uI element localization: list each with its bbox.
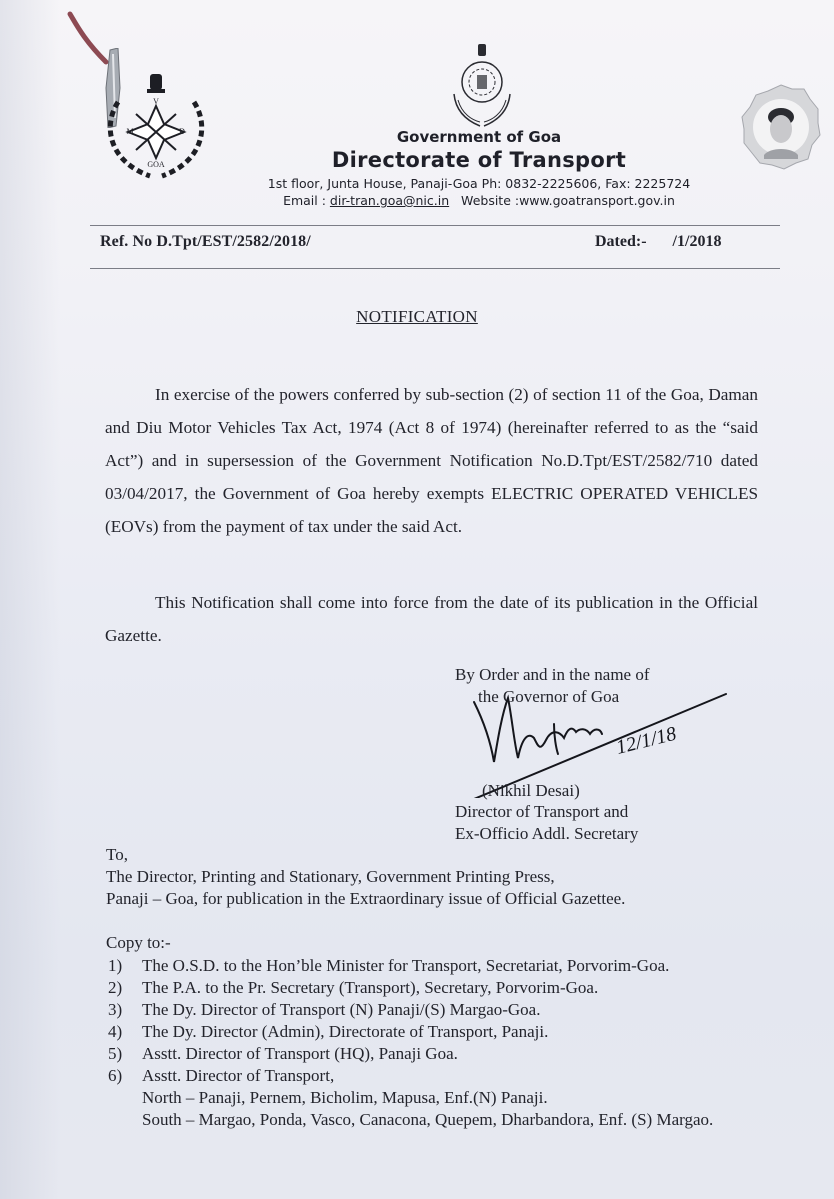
signatory-title-1: Director of Transport and (455, 802, 629, 821)
list-item (108, 999, 768, 1021)
copy-to-heading: Copy to:- (106, 933, 171, 952)
list-text: The O.S.D. to the Hon’ble Minister for Transport, Secretariat, Porvorim-Goa. (142, 956, 670, 975)
list-number: 5) (108, 1044, 123, 1063)
reference-number: Ref. No D.Tpt/EST/2582/2018/ (100, 233, 311, 250)
list-number: 3) (108, 1000, 123, 1019)
copy-to-list (108, 955, 768, 1131)
email-label: Email : (283, 193, 330, 208)
list-text: The P.A. to the Pr. Secretary (Transport), Secretary, Porvorim-Goa. (142, 978, 599, 997)
list-text-north: North – Panaji, Pernem, Bicholim, Mapusa, Enf.(N) Panaji. (142, 1088, 548, 1107)
divider-bottom (90, 268, 780, 269)
government-name: Government of Goa (396, 128, 562, 146)
website-label: Website : (449, 193, 520, 208)
website-link[interactable]: www.goatransport.gov.in (519, 193, 675, 208)
list-text-south: South – Margao, Ponda, Vasco, Canacona, Quepem, Dharbandora, Enf. (S) Margao. (142, 1110, 714, 1129)
list-number: 2) (108, 978, 123, 997)
list-text-main: Asstt. Director of Transport, (142, 1066, 335, 1085)
list-text: The Dy. Director (Admin), Directorate of Transport, Panaji. (142, 1022, 549, 1041)
handwritten-date: 12/1/18 (613, 722, 679, 759)
list-item (108, 1043, 768, 1065)
emblem-letter-m: M (126, 127, 134, 136)
department-address: 1st floor, Junta House, Panaji-Goa Ph: 0832-2225606, Fax: 2225724 (267, 176, 691, 191)
contact-line (0, 193, 834, 208)
dated-label: Dated:- (595, 233, 647, 250)
department-name: Directorate of Transport (331, 148, 627, 172)
list-item (108, 955, 768, 977)
by-order-line: By Order and in the name of (455, 665, 650, 684)
list-text: Asstt. Director of Transport (HQ), Panaji Goa. (142, 1044, 458, 1063)
signatory-title-2: Ex-Officio Addl. Secretary (455, 824, 639, 843)
notification-paragraph-2: This Notification shall come into force from the date of its publication in the Official Gazette. (105, 593, 758, 645)
emblem-text-goa: GOA (147, 160, 165, 169)
signatory-name: (Nikhil Desai) (482, 781, 580, 800)
dated-value: /1/2018 (672, 233, 722, 250)
addressee-block (106, 844, 625, 910)
list-number: 4) (108, 1022, 123, 1041)
emblem-letter-v: V (153, 97, 159, 106)
government-of-goa-emblem-icon (448, 44, 516, 130)
notification-title: NOTIFICATION (356, 307, 478, 326)
addressee-line-1: The Director, Printing and Stationary, Government Printing Press, (106, 867, 555, 886)
notification-paragraph-1: In exercise of the powers conferred by sub-section (2) of section 11 of the Goa, Daman and Diu Motor Vehicles Tax Act, 1974 (Act 8 of 1974) (hereinafter referred to as the “said Act”) and in supersession of the Government Notification No.D.Tpt/EST/2582/710 dated 03/04/2017, the Government of Goa hereby exempts ELECTRIC OPERATED VEHICLES (EOVs) from the payment of tax under the said Act. (105, 385, 758, 536)
dated-field (595, 233, 721, 251)
governor-line: the Governor of Goa (478, 687, 620, 706)
addressee-line-2: Panaji – Goa, for publication in the Extraordinary issue of Official Gazettee. (106, 889, 626, 908)
email-link[interactable]: dir-tran.goa@nic.in (329, 193, 450, 208)
list-item (108, 977, 768, 999)
to-label: To, (106, 845, 128, 864)
list-text: The Dy. Director of Transport (N) Panaji/(S) Margao-Goa. (142, 1000, 541, 1019)
list-number: 1) (108, 956, 123, 975)
list-number: 6) (108, 1066, 123, 1085)
list-item (108, 1021, 768, 1043)
emblem-letter-d: D (179, 127, 185, 136)
divider-top (90, 225, 780, 226)
list-text (142, 1065, 768, 1131)
list-item (108, 1065, 768, 1131)
